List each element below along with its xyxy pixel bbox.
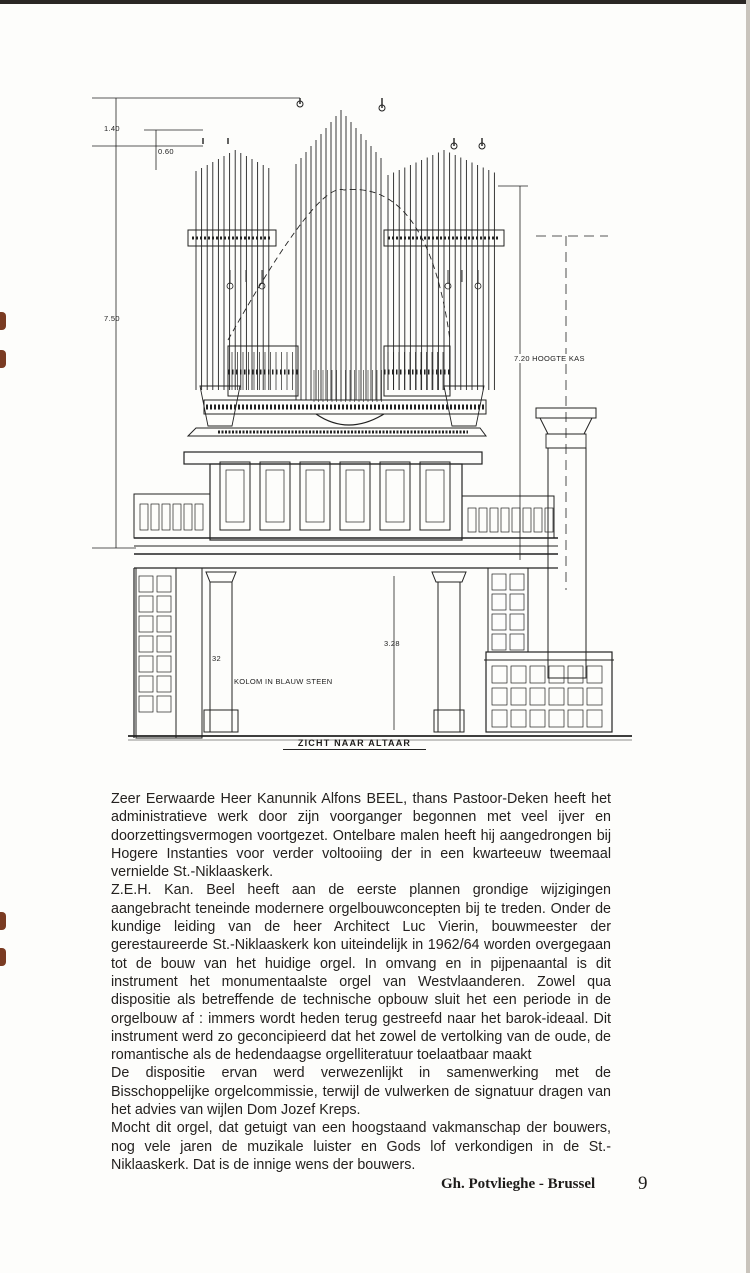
binding-ring [0,350,6,368]
article-paragraph: Zeer Eerwaarde Heer Kanunnik Alfons BEEL, thans Pastoor-Deken heeft het administratieve werk door zijn voorganger begonnen met veel ijver en doorzettingsvermogen voortgezet. Ontelbare malen heeft hij aangedrongen bij Hogere Instanties voor verder voltooiing der in een kwarteeuw tweemaal vernielde St.-Niklaaskerk. [111,791,611,881]
dimension-label-case-height: 7.20 HOOGTE KAS [514,354,585,363]
drawing-caption: ZICHT NAAR ALTAAR [283,738,426,750]
organ-elevation-drawing [88,90,636,758]
binding-ring [0,312,6,330]
article-paragraph: Z.E.H. Kan. Beel heeft aan de eerste plannen grondige wijzigingen aangebracht teneinde modernere orgelbouwconcepten bij te treden. Onder de kundige leiding van de heer Architect Luc Vierin, bouwmeester der gerestaureerde St.-Niklaaskerk kon uiteindelijk in 1962/64 worden overgegaan tot de bouw van het huidige orgel. In omvang en in pijpenaantal is dit instrument het monumentaalste orgel van Westvlaanderen. Zowel qua dispositie als betreffende de technische opbouw sluit het een periode in de orgelbouw af : immers wordt heden terug gestreefd naar het barok-ideaal. Dit instrument werd zo geconcipieerd dat het zowel de vertolking van de oude, de romantische als de hedendaagse orgelliteratuur toelaatbaar maakt [111,882,611,1064]
dimension-label-column-width: 32 [212,654,221,663]
article-paragraph: Mocht dit orgel, dat getuigt van een hoogstaand vakmanschap der bouwers, nog vele jaren de muzikale luister en Gods lof verkondigen in de St.-Niklaaskerk. Dat is de innige wens der bouwers. [111,1120,611,1173]
case-windows [139,462,602,727]
dimension-label-column-material: KOLOM IN BLAUW STEEN [234,677,333,686]
dimension-label-tower-offset: 0.60 [158,147,174,156]
page-edge-top [0,0,750,4]
article-paragraph: De dispositie ervan werd verwezenlijkt in samenwerking met de Bisschoppelijke orgelcommissie, terwijl de vulwerken de signatuur dragen van het advies van wijlen Dom Jozef Kreps. [111,1065,611,1119]
dimension-label-gallery-height: 3.28 [384,639,400,648]
page-edge-right [746,0,750,1273]
author-signature: Gh. Potvlieghe - Brussel [441,1176,596,1192]
dimension-label-top: 1.40 [104,124,120,133]
dimension-label-total-height: 7.50 [104,314,120,323]
binding-ring [0,912,6,930]
organ-case [92,98,632,740]
organ-drawing-svg [88,90,636,758]
binding-ring [0,948,6,966]
page-number: 9 [638,1173,648,1194]
article-body [111,790,611,1174]
